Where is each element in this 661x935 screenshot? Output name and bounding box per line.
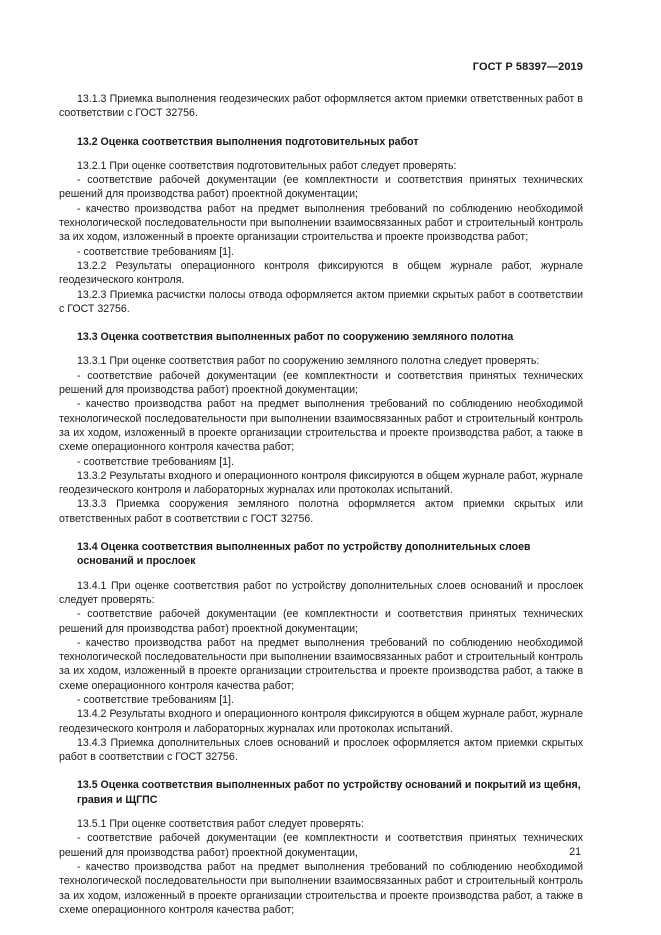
- heading-13-4: 13.4 Оценка соответствия выполненных работ по устройству дополнительных слоев оснований и прослоек: [77, 541, 531, 568]
- paragraph-13-4-2: 13.4.2 Результаты входного и операционного контроля фиксируются в общем журнале работ, журнале геодезического контроля и лабораторных журналах или протоколах испытаний.: [59, 708, 583, 735]
- list-item: - соответствие рабочей документации (ее комплектности и соответствия принятых технических решений для производства работ) проектной документации,: [59, 832, 583, 859]
- list-item: - соответствие требованиям [1].: [77, 693, 234, 706]
- heading-13-2: 13.2 Оценка соответствия выполнения подготовительных работ: [77, 135, 419, 148]
- list-item: - соответствие рабочей документации (ее комплектности и соответствия принятых технических решений для производства работ) проектной документации;: [59, 608, 583, 635]
- document-body: [59, 92, 583, 917]
- paragraph-13-3-1: 13.3.1 При оценке соответствия работ по сооружению земляного полотна следует проверять:: [77, 355, 540, 368]
- list-item: - качество производства работ на предмет выполнения требований по соблюдению необходимой технологической последовательности при выполнении взаимосвязанных работ и строительный контроль за их ходом, изложенный в проекте организации строительства и проекте производства работ, а также в схеме операционного контроля качества работ;: [59, 860, 583, 916]
- heading-13-3: 13.3 Оценка соответствия выполненных работ по сооружению земляного полотна: [77, 331, 514, 344]
- paragraph-13-2-1: 13.2.1 При оценке соответствия подготовительных работ следует проверять:: [77, 159, 457, 172]
- paragraph-13-3-3: 13.3.3 Приемка сооружения земляного полотна оформляется актом приемки скрытых или ответственных работ в соответствии с ГОСТ 32756.: [59, 498, 583, 525]
- paragraph-13-2-3: 13.2.3 Приемка расчистки полосы отвода оформляется актом приемки скрытых работ в соответствии с ГОСТ 32756.: [59, 288, 583, 315]
- paragraph-13-4-3: 13.4.3 Приемка дополнительных слоев оснований и прослоек оформляется актом приемки скрытых работ в соответствии с ГОСТ 32756.: [59, 736, 583, 764]
- paragraph-13-1-3: 13.1.3 Приемка выполнения геодезических работ оформляется актом приемки ответственных работ в соответствии с ГОСТ 32756.: [59, 93, 583, 120]
- heading-13-5: 13.5 Оценка соответствия выполненных работ по устройству оснований и покрытий из щебня, гравия и ЩГПС: [77, 779, 581, 806]
- list-item: - соответствие рабочей документации (ее комплектности и соответствия принятых технических решений для производства работ) проектной документации;: [59, 174, 583, 201]
- paragraph-13-2-2: 13.2.2 Результаты операционного контроля фиксируются в общем журнале работ, журнале геодезического контроля.: [59, 259, 583, 287]
- list-item: - соответствие требованиям [1].: [77, 455, 234, 468]
- list-item: - соответствие требованиям [1].: [77, 245, 234, 258]
- list-item: - качество производства работ на предмет выполнения требований по соблюдению необходимой технологической последовательности при выполнении взаимосвязанных работ и строительный контроль за их ходом, изложенный в проекте организации строительства и проекте производства работ;: [59, 202, 583, 244]
- list-item: - соответствие рабочей документации (ее комплектности и соответствия принятых технических решений для производства работ) проектной документации;: [59, 369, 583, 397]
- list-item: - качество производства работ на предмет выполнения требований по соблюдению необходимой технологической последовательности при выполнении взаимосвязанных работ и строительный контроль за их ходом, изложенный в проекте организации строительства и проекте производства работ, а также в схеме операционного контроля качества работ;: [59, 398, 583, 454]
- paragraph-13-3-2: 13.3.2 Результаты входного и операционного контроля фиксируются в общем журнале работ, журнале геодезического контроля и лабораторных журналах или протоколах испытаний.: [59, 469, 583, 497]
- list-item: - качество производства работ на предмет выполнения требований по соблюдению необходимой технологической последовательности при выполнении взаимосвязанных работ и строительный контроль за их ходом, изложенный в проекте организации строительства и проекте производства работ, а также в схеме операционного контроля качества работ;: [59, 636, 583, 692]
- paragraph-13-4-1: 13.4.1 При оценке соответствия работ по устройству дополнительных слоев оснований и прослоек следует проверять:: [59, 579, 583, 606]
- document-code-header: ГОСТ Р 58397—2019: [472, 61, 583, 73]
- page-number: 21: [569, 846, 581, 858]
- paragraph-13-5-1: 13.5.1 При оценке соответствия работ следует проверять:: [77, 818, 364, 831]
